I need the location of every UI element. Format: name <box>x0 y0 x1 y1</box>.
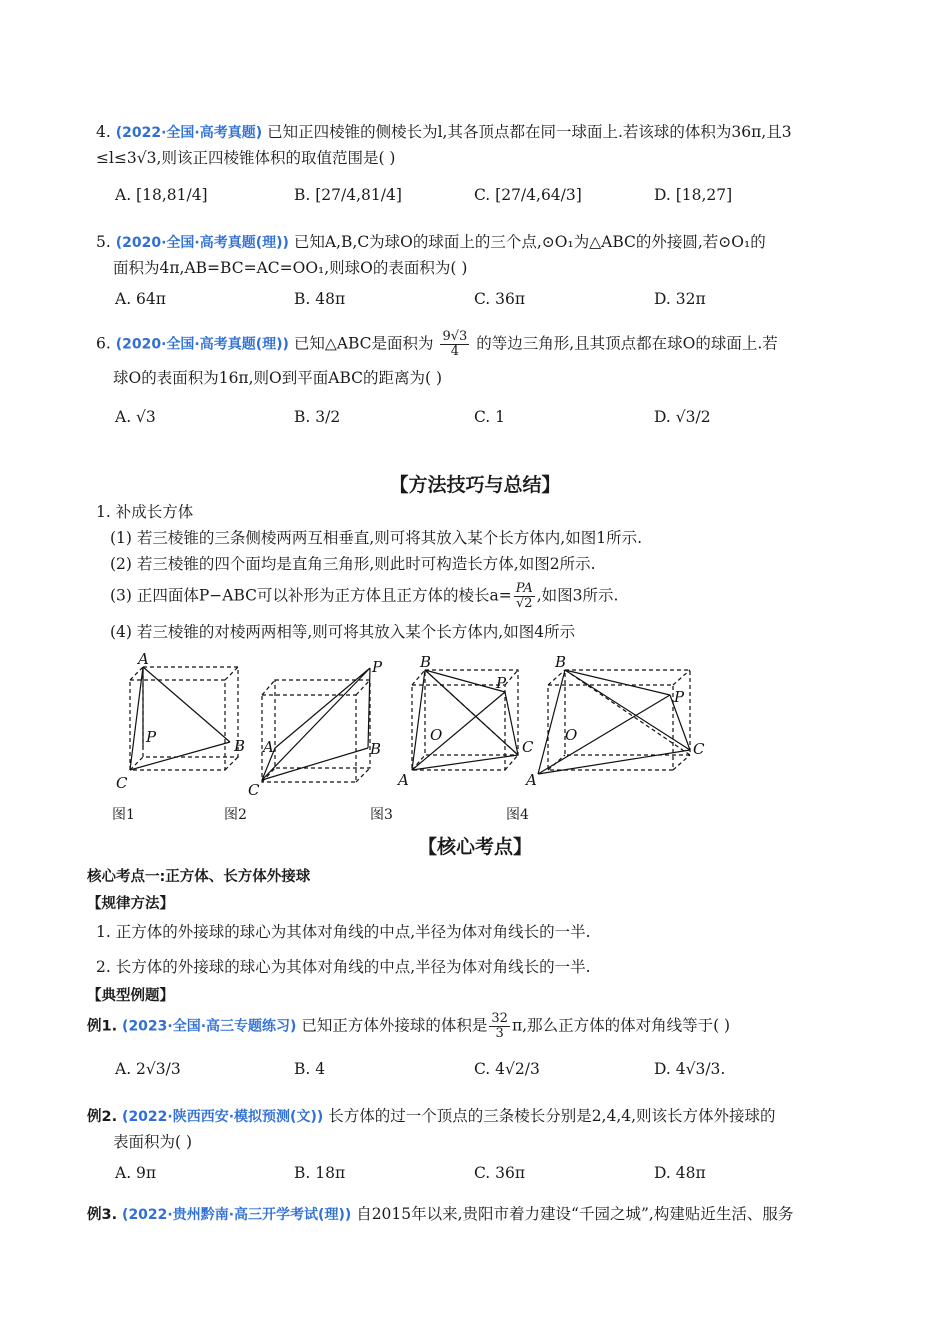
figure-label: C <box>522 738 534 756</box>
figure-label: C <box>248 781 260 799</box>
q6-option-a: A. √3 <box>115 408 156 426</box>
figure-label: A <box>263 738 274 756</box>
ex2-option-d: D. 48π <box>654 1164 706 1182</box>
figure-label: A <box>526 771 537 789</box>
question-4-line2: ≤l≤3√3,则该正四棱锥体积的取值范围是( ) <box>96 149 396 167</box>
ex1-option-d: D. 4√3/3. <box>654 1060 726 1078</box>
figure-label: B <box>234 737 246 755</box>
figure-label: P <box>146 728 157 746</box>
figure-label: O <box>565 726 578 744</box>
example-number: 例1. <box>87 1018 118 1035</box>
q4-option-c: C. [27/4,64/3] <box>474 186 582 204</box>
q6-option-d: D. √3/2 <box>654 408 711 426</box>
figure-label: B <box>420 653 432 671</box>
figure-label: A <box>138 650 149 668</box>
question-source: (2020·全国·高考真题(理)) <box>115 235 289 251</box>
figure-caption-3: 图3 <box>370 807 393 823</box>
figure-label: P <box>372 658 383 676</box>
rule-2: 2. 长方体的外接球的球心为其体对角线的中点,半径为体对角线长的一半. <box>96 958 591 976</box>
example-source: (2023·全国·高三专题练习) <box>122 1018 297 1035</box>
core-point-1: 核心考点一:正方体、长方体外接球 <box>87 869 311 885</box>
question-6-line2: 球O的表面积为16π,则O到平面ABC的距离为( ) <box>113 369 443 387</box>
volume-fraction: $\frac{32}{3}$ <box>491 1011 508 1041</box>
rule-1: 1. 正方体的外接球的球心为其体对角线的中点,半径为体对角线长的一半. <box>96 923 591 941</box>
example-2-line2: 表面积为( ) <box>113 1133 193 1151</box>
ex1-option-b: B. 4 <box>294 1060 326 1078</box>
method-item-1: 1. 补成长方体 <box>96 503 194 521</box>
figure-label: C <box>693 740 705 758</box>
figure-label: P <box>496 674 507 692</box>
method-sub-3: (3) 正四面体P−ABC可以补形为正方体且正方体的棱长a= $\frac{PA}{√2}$ ,如图3所示. <box>110 581 619 611</box>
example-title: 【典型例题】 <box>87 988 174 1004</box>
example-2: 例2. (2022·陕西西安·模拟预测(文)) 长方体的过一个顶点的三条棱长分别是2,4,4,则该长方体外接球的 <box>87 1107 776 1125</box>
figure-label: B <box>555 653 567 671</box>
ex2-option-a: A. 9π <box>115 1164 157 1182</box>
example-source: (2022·陕西西安·模拟预测(文)) <box>122 1109 324 1125</box>
q4-option-d: D. [18,27] <box>654 186 733 204</box>
figure-label: C <box>116 774 128 792</box>
method-sub-4: (4) 若三棱锥的对棱两两相等,则可将其放入某个长方体内,如图4所示 <box>110 623 576 641</box>
figure-caption-4: 图4 <box>506 807 529 823</box>
q4-option-a: A. [18,81/4] <box>115 186 208 204</box>
q5-option-b: B. 48π <box>294 290 346 308</box>
ex1-option-a: A. 2√3/3 <box>115 1060 181 1078</box>
q5-option-c: C. 36π <box>474 290 526 308</box>
figure-caption-1: 图1 <box>112 807 135 823</box>
figure-caption-2: 图2 <box>224 807 247 823</box>
question-5-line2: 面积为4π,AB=BC=AC=OO₁,则球O的表面积为( ) <box>113 259 468 277</box>
method-sub-1: (1) 若三棱锥的三条侧棱两两互相垂直,则可将其放入某个长方体内,如图1所示. <box>110 529 643 547</box>
q6-option-c: C. 1 <box>474 408 506 426</box>
figure-2-diagram <box>262 668 370 782</box>
rule-method-title: 【规律方法】 <box>87 896 174 912</box>
q5-option-d: D. 32π <box>654 290 706 308</box>
ex2-option-c: C. 36π <box>474 1164 526 1182</box>
cuboid-figures <box>100 650 720 800</box>
figure-label: A <box>398 771 409 789</box>
figure-1-diagram <box>130 667 238 770</box>
figure-label: P <box>674 688 685 706</box>
q5-option-a: A. 64π <box>115 290 166 308</box>
example-source: (2022·贵州黔南·高三开学考试(理)) <box>122 1207 352 1223</box>
question-text: 已知A,B,C为球O的球面上的三个点,⊙O₁为△ABC的外接圆,若⊙O₁的 <box>293 233 766 251</box>
question-5 <box>96 230 766 255</box>
figure-label: O <box>430 726 443 744</box>
example-1: 例1. (2023·全国·高三专题练习) 已知正方体外接球的体积是 $\frac{32}{3}$ π,那么正方体的体对角线等于( ) <box>87 1011 731 1041</box>
figure-label: B <box>370 740 382 758</box>
method-section-title: 【方法技巧与总结】 <box>389 474 561 496</box>
edge-fraction: $\frac{PA}{√2}$ <box>515 581 533 611</box>
figure-4-diagram <box>538 670 690 774</box>
ex2-option-b: B. 18π <box>294 1164 346 1182</box>
method-sub-2: (2) 若三棱锥的四个面均是直角三角形,则此时可构造长方体,如图2所示. <box>110 555 596 573</box>
area-fraction: $\frac{9√3}{4}$ <box>442 329 468 359</box>
example-number: 例3. <box>87 1207 118 1223</box>
ex1-option-c: C. 4√2/3 <box>474 1060 540 1078</box>
q6-option-b: B. 3/2 <box>294 408 341 426</box>
question-text: 已知△ABC是面积为 <box>293 334 434 353</box>
q4-option-b: B. [27/4,81/4] <box>294 186 402 204</box>
question-text-cont: 的等边三角形,且其顶点都在球O的球面上.若 <box>476 334 778 353</box>
question-number: 5. <box>96 233 111 251</box>
question-number: 4. <box>96 123 111 141</box>
question-6 <box>96 330 778 359</box>
question-4 <box>96 120 792 145</box>
core-section-title: 【核心考点】 <box>417 836 532 858</box>
example-number: 例2. <box>87 1109 118 1125</box>
question-source: (2020·全国·高考真题(理)) <box>115 336 289 353</box>
example-3: 例3. (2022·贵州黔南·高三开学考试(理)) 自2015年以来,贵阳市着力建设“千园之城”,构建贴近生活、服务 <box>87 1205 794 1223</box>
question-text: 已知正四棱锥的侧棱长为l,其各顶点都在同一球面上.若该球的体积为36π,且3 <box>267 123 792 141</box>
question-source: (2022·全国·高考真题) <box>115 125 263 141</box>
question-number: 6. <box>96 334 111 353</box>
